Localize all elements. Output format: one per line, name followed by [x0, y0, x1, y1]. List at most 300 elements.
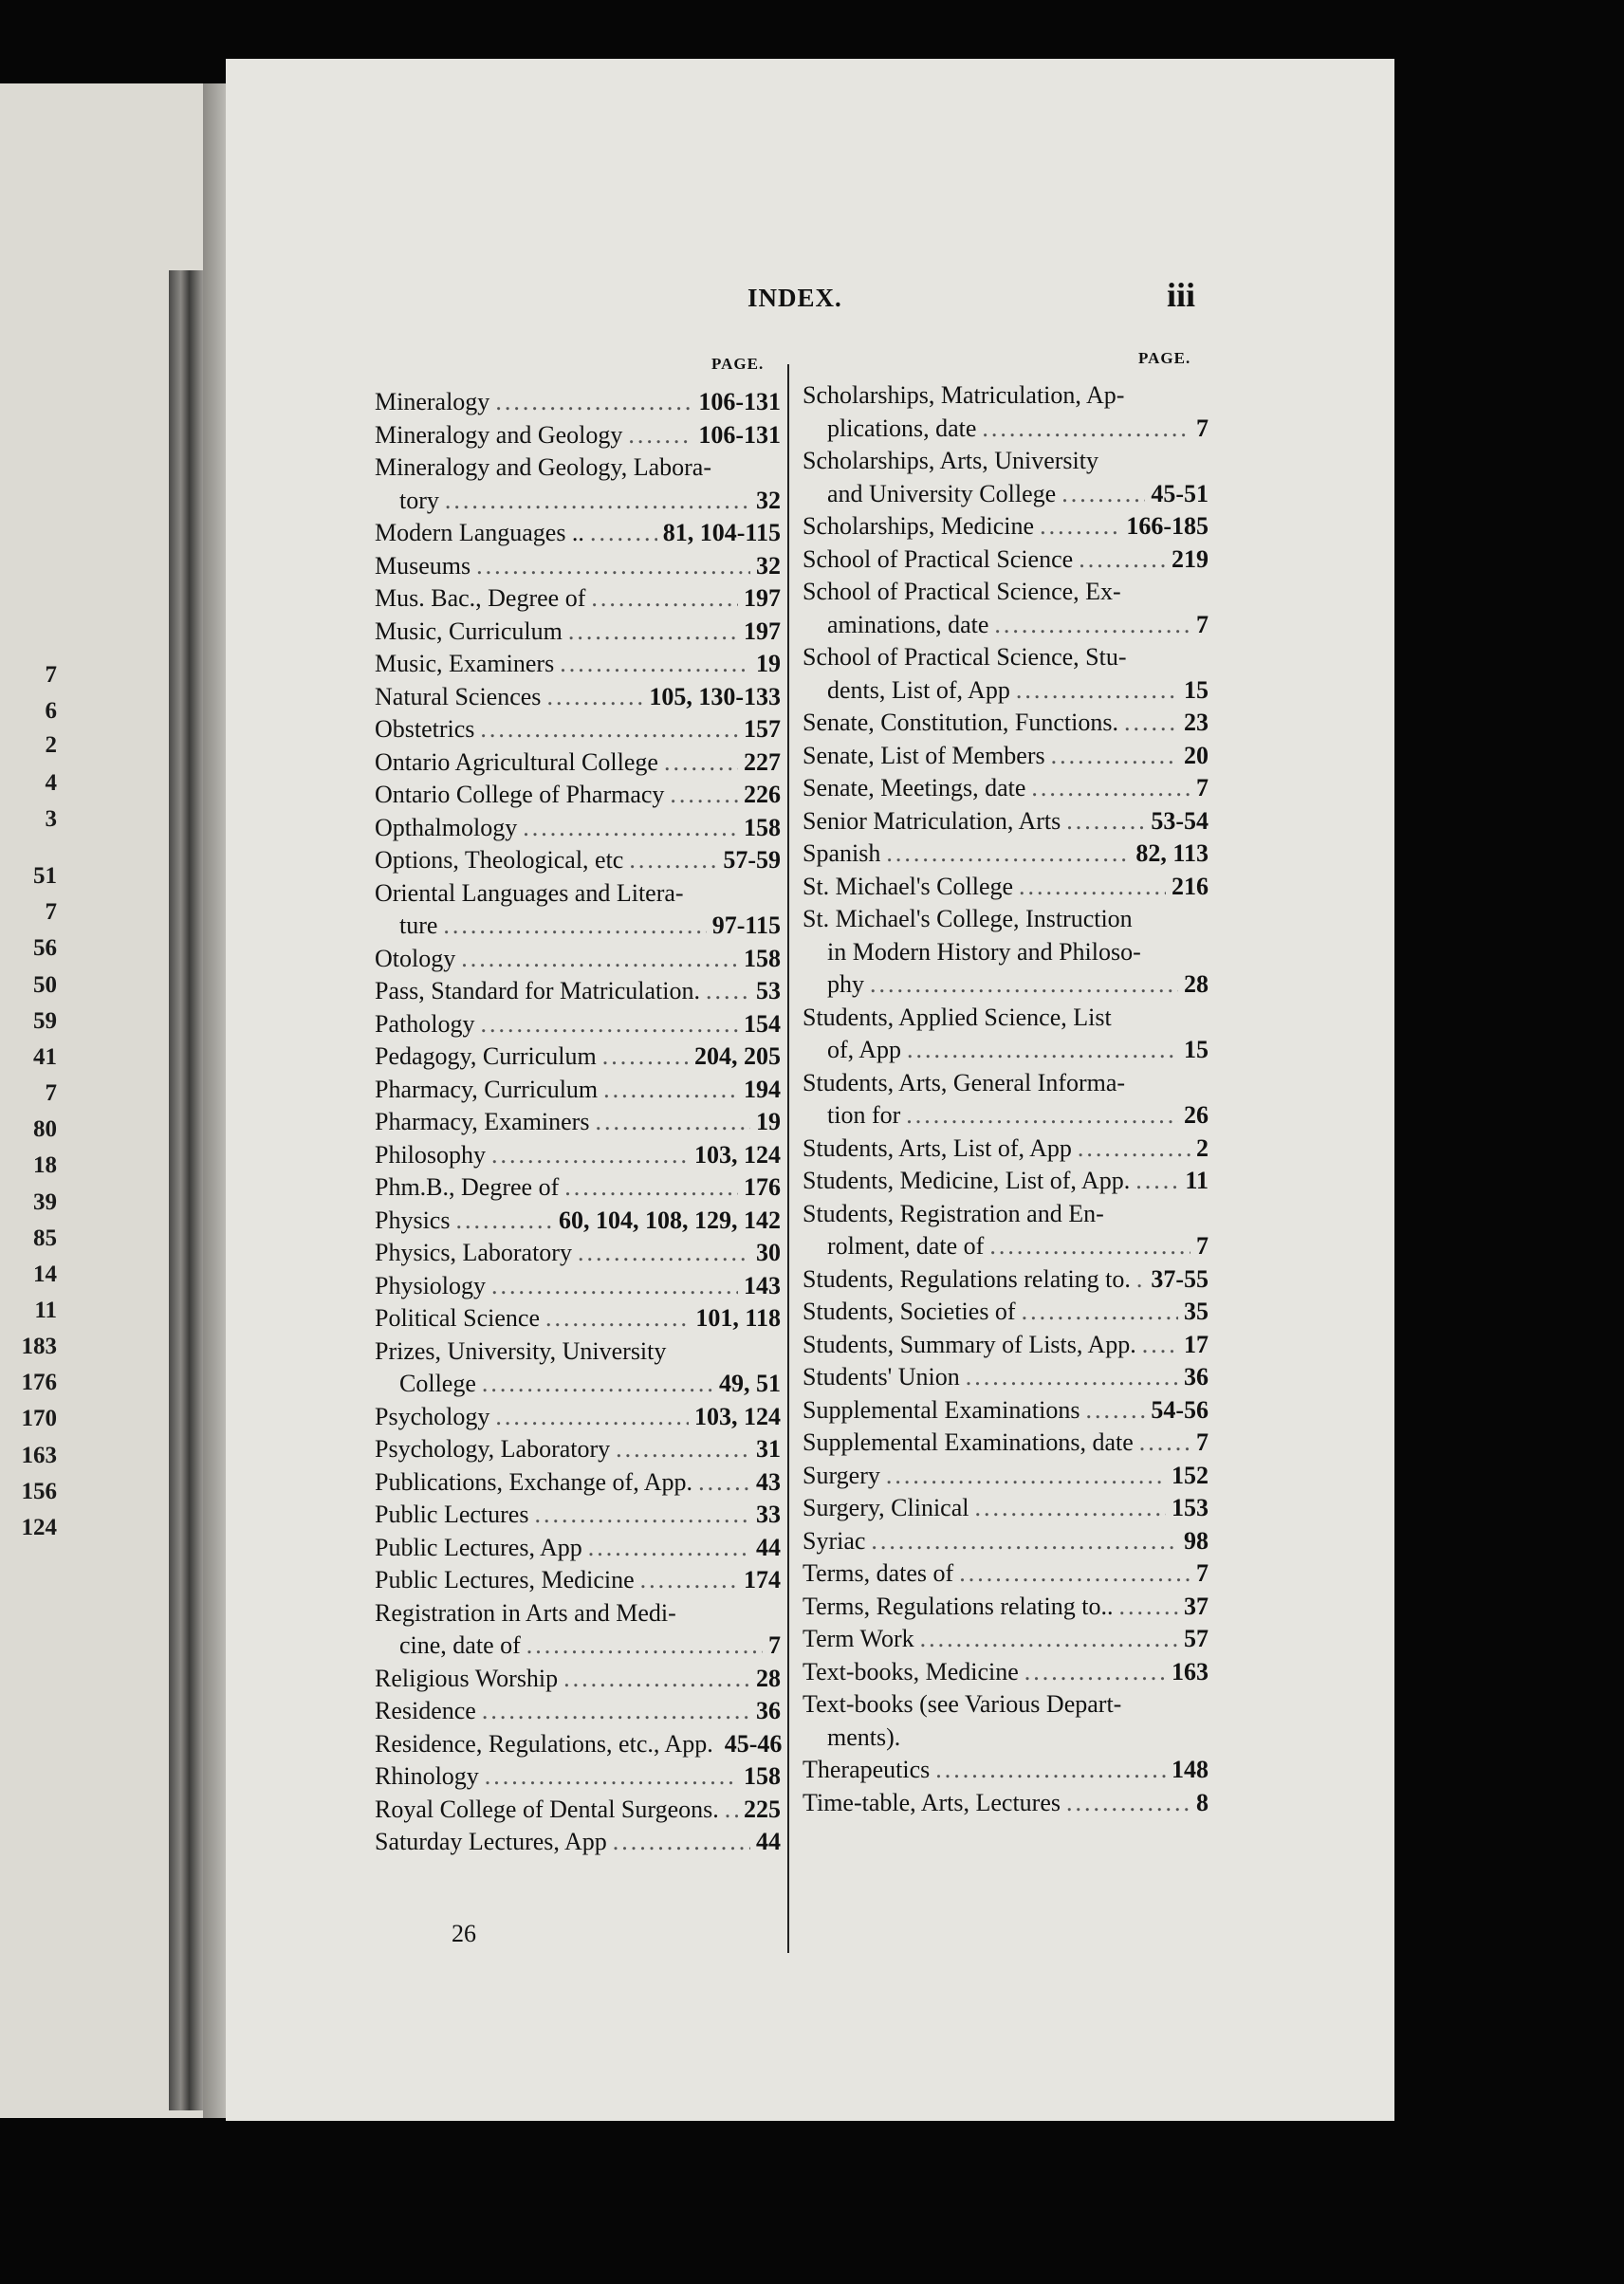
- leader-dots: [907, 1034, 1178, 1067]
- leader-dots: [870, 968, 1178, 1002]
- index-entry: [375, 877, 781, 943]
- index-entry-line: [803, 1067, 1209, 1100]
- right-index-column: [803, 379, 1209, 1819]
- index-entry-line: [375, 1564, 781, 1597]
- index-entry: [803, 379, 1209, 445]
- facing-page-margin-numbers: [0, 83, 57, 2118]
- leader-dots: [628, 419, 692, 452]
- page-number: iii: [1167, 276, 1196, 314]
- index-term: Terms, dates of: [803, 1559, 954, 1587]
- leader-dots: [1136, 1263, 1145, 1297]
- index-term: Natural Sciences: [375, 682, 542, 710]
- leader-dots: [994, 609, 1190, 642]
- index-entry-line: [803, 641, 1209, 674]
- facing-page-number: 51: [33, 863, 57, 890]
- index-entry: [375, 713, 781, 746]
- index-term: Students, Regulations relating to.: [803, 1264, 1131, 1293]
- index-entry-continuation: [803, 413, 1209, 446]
- facing-page-number: 14: [33, 1261, 57, 1287]
- leader-dots: [476, 550, 750, 583]
- index-page-ref: 174: [744, 1566, 781, 1593]
- index-term: Music, Curriculum: [375, 617, 563, 645]
- leader-dots: [989, 1230, 1190, 1263]
- index-entry: [375, 1335, 781, 1401]
- facing-page-number: 4: [45, 770, 57, 797]
- index-entry-line: [803, 1296, 1209, 1329]
- index-entry: [375, 1564, 781, 1597]
- index-term: Religious Worship: [375, 1664, 559, 1692]
- index-page-ref: 7: [768, 1631, 781, 1659]
- index-entry: [803, 510, 1209, 543]
- facing-page-number: 59: [33, 1007, 57, 1034]
- facing-page-number: 18: [33, 1152, 57, 1179]
- index-entry: [375, 582, 781, 616]
- index-entry-line: [375, 1041, 781, 1074]
- index-entry-line: [803, 903, 1209, 936]
- leader-dots: [1139, 1427, 1190, 1460]
- index-page-ref: 45-46: [724, 1729, 783, 1758]
- index-term: Term Work: [803, 1625, 914, 1652]
- facing-page-number: 7: [45, 1080, 57, 1107]
- index-entry: [375, 1499, 781, 1532]
- facing-page-number: 56: [33, 935, 57, 962]
- index-term: Students, Registration and En-: [803, 1199, 1104, 1227]
- index-term: dents, List of, App: [827, 675, 1010, 704]
- index-term: Modern Languages ..: [375, 519, 584, 546]
- index-entry-line: [375, 1205, 781, 1238]
- index-entry-line: [803, 1329, 1209, 1362]
- index-entry-continuation: [803, 1230, 1209, 1263]
- index-entry-line: [803, 1688, 1209, 1722]
- index-page-ref: 23: [1184, 709, 1209, 736]
- leader-dots: [886, 838, 1130, 871]
- index-page-ref: 28: [756, 1664, 781, 1692]
- leader-dots: [629, 844, 717, 877]
- index-term: and University College: [827, 479, 1057, 507]
- index-entry: [375, 517, 781, 550]
- leader-dots: [491, 1270, 738, 1303]
- index-term: Public Lectures, Medicine: [375, 1566, 635, 1593]
- index-entry: [375, 1008, 781, 1041]
- leader-dots: [1051, 740, 1178, 773]
- leader-dots: [982, 413, 1190, 446]
- index-term: Rhinology: [375, 1762, 479, 1790]
- index-term: Pedagogy, Curriculum: [375, 1042, 597, 1070]
- index-page-ref: 157: [744, 715, 781, 743]
- index-term: Pharmacy, Examiners: [375, 1108, 590, 1135]
- index-term: Physiology: [375, 1271, 487, 1299]
- index-term: Text-books (see Various Depart-: [803, 1690, 1122, 1718]
- index-term: Prizes, University, University: [375, 1336, 667, 1365]
- index-page-ref: 176: [744, 1173, 781, 1201]
- index-entry-line: [803, 805, 1209, 838]
- index-entry: [375, 1794, 781, 1827]
- leader-dots: [886, 1460, 1166, 1493]
- leader-dots: [482, 1695, 750, 1728]
- leader-dots: [725, 1794, 738, 1827]
- index-term: School of Practical Science: [803, 544, 1074, 573]
- index-term: St. Michael's College: [803, 872, 1014, 900]
- index-term: ments).: [827, 1722, 901, 1751]
- index-entry-line: [803, 1787, 1209, 1820]
- index-entry-line: [375, 1074, 781, 1107]
- index-page-ref: 81, 104-115: [662, 519, 781, 546]
- index-page-ref: 7: [1196, 1428, 1209, 1456]
- index-entry-continuation: [803, 674, 1209, 708]
- index-page-ref: 15: [1184, 1036, 1209, 1063]
- index-term: tion for: [827, 1101, 901, 1129]
- index-entry: [803, 1525, 1209, 1558]
- index-entry: [803, 576, 1209, 641]
- index-term: Museums: [375, 551, 471, 580]
- index-term: tory: [399, 486, 439, 514]
- index-term: Public Lectures, App: [375, 1533, 582, 1561]
- index-entry-continuation: [375, 485, 781, 518]
- index-term: plications, date: [827, 414, 977, 442]
- index-entry-line: [375, 1008, 781, 1041]
- index-term: Mus. Bac., Degree of: [375, 584, 586, 612]
- index-entry: [375, 1663, 781, 1696]
- index-term: Text-books, Medicine: [803, 1657, 1019, 1685]
- index-entry: [803, 1787, 1209, 1820]
- leader-dots: [480, 713, 738, 746]
- index-term: Philosophy: [375, 1140, 487, 1169]
- index-term: Pharmacy, Curriculum: [375, 1075, 599, 1103]
- index-entry: [375, 1597, 781, 1663]
- binding-thread: [169, 270, 203, 2110]
- index-term: Mineralogy: [375, 388, 490, 415]
- index-entry: [803, 1754, 1209, 1787]
- index-entry-line: [803, 379, 1209, 413]
- index-entry: [803, 1361, 1209, 1394]
- index-term: phy: [827, 970, 864, 998]
- index-entry: [375, 1695, 781, 1728]
- index-page-ref: 153: [1172, 1494, 1209, 1521]
- index-page-ref: 54-56: [1151, 1395, 1209, 1424]
- index-entry-line: [375, 550, 781, 583]
- index-entry-line: [375, 1401, 781, 1434]
- leader-dots: [1066, 805, 1145, 838]
- index-entry-line: [375, 1728, 781, 1761]
- index-page-ref: 57-59: [723, 846, 781, 874]
- index-page-ref: 148: [1172, 1756, 1209, 1783]
- index-page-ref: 106-131: [698, 388, 781, 415]
- index-term: Therapeutics: [803, 1756, 931, 1783]
- leader-dots: [568, 616, 738, 649]
- index-entry-line: [375, 1139, 781, 1172]
- index-term: Syriac: [803, 1526, 866, 1555]
- index-page-ref: 45-51: [1151, 479, 1209, 507]
- index-entry: [803, 1329, 1209, 1362]
- index-entry-line: [375, 975, 781, 1008]
- index-term: Physics: [375, 1206, 451, 1234]
- facing-page-number: 163: [21, 1442, 57, 1468]
- index-entry-line: [803, 1525, 1209, 1558]
- index-entry-line: [803, 772, 1209, 805]
- index-entry: [803, 1394, 1209, 1428]
- index-entry-continuation: [803, 609, 1209, 642]
- facing-page-number: 50: [33, 971, 57, 998]
- index-term: Psychology, Laboratory: [375, 1435, 611, 1463]
- index-entry: [803, 1688, 1209, 1754]
- leader-dots: [1118, 1591, 1178, 1624]
- leader-dots: [482, 1368, 713, 1401]
- index-term: School of Practical Science, Ex-: [803, 578, 1121, 605]
- index-term: Senior Matriculation, Arts: [803, 806, 1061, 835]
- index-page-ref: 19: [756, 1108, 781, 1135]
- index-page-ref: 106-131: [698, 420, 781, 449]
- leader-dots: [563, 1663, 750, 1696]
- index-entry-line: [375, 1499, 781, 1532]
- index-entry: [375, 1433, 781, 1466]
- index-entry: [803, 903, 1209, 1002]
- index-term: Senate, Constitution, Functions.: [803, 709, 1118, 736]
- index-term: Oriental Languages and Litera-: [375, 878, 684, 907]
- index-entry: [803, 740, 1209, 773]
- index-entry-line: [803, 1198, 1209, 1231]
- index-entry: [375, 1205, 781, 1238]
- index-entry: [375, 550, 781, 583]
- index-term: College: [399, 1370, 476, 1397]
- index-term: Students, Medicine, List of, App.: [803, 1167, 1131, 1194]
- index-page: [226, 59, 1394, 2121]
- index-entry: [375, 1760, 781, 1794]
- index-page-ref: 97-115: [711, 912, 781, 939]
- index-entry-line: [375, 1237, 781, 1270]
- index-entry: [375, 1139, 781, 1172]
- index-page-ref: 32: [756, 486, 781, 514]
- index-page-ref: 31: [756, 1435, 781, 1463]
- index-term: Public Lectures: [375, 1501, 529, 1528]
- index-term: Psychology: [375, 1402, 490, 1430]
- index-term: Students, Societies of: [803, 1298, 1016, 1325]
- index-entry: [803, 543, 1209, 577]
- facing-page-number: 41: [33, 1043, 57, 1070]
- index-entry-line: [375, 746, 781, 780]
- index-term: Supplemental Examinations, date: [803, 1428, 1134, 1456]
- leader-dots: [706, 975, 750, 1008]
- index-entry: [375, 419, 781, 452]
- leader-dots: [966, 1361, 1178, 1394]
- index-entry-line: [803, 838, 1209, 871]
- index-entry-line: [375, 1302, 781, 1335]
- index-entry: [375, 681, 781, 714]
- index-entry-line: [803, 543, 1209, 577]
- index-page-ref: 227: [744, 747, 781, 776]
- index-term: Publications, Exchange of, App.: [375, 1467, 693, 1496]
- leader-dots: [595, 1106, 750, 1139]
- index-page-ref: 197: [744, 617, 781, 645]
- index-page-ref: 216: [1172, 872, 1209, 900]
- index-term: Students, Arts, List of, App: [803, 1133, 1072, 1162]
- index-entry: [803, 1067, 1209, 1133]
- index-term: Pathology: [375, 1009, 475, 1038]
- index-page-ref: 37: [1184, 1592, 1209, 1620]
- leader-dots: [974, 1492, 1166, 1525]
- facing-page-number: 2: [45, 731, 57, 758]
- index-term: of, App: [827, 1036, 901, 1063]
- index-term: Terms, Regulations relating to..: [803, 1592, 1114, 1620]
- index-term: Spanish: [803, 839, 881, 867]
- facing-page-number: 156: [21, 1478, 57, 1504]
- leader-dots: [455, 1205, 553, 1238]
- index-page-ref: 36: [756, 1697, 781, 1724]
- leader-dots: [443, 910, 706, 943]
- index-entry-line: [375, 386, 781, 419]
- index-term: rolment, date of: [827, 1232, 985, 1260]
- index-term: in Modern History and Philoso-: [827, 937, 1141, 966]
- index-page-ref: 7: [1196, 1559, 1209, 1587]
- index-entry-line: [375, 517, 781, 550]
- index-entry-line: [375, 681, 781, 714]
- index-page-ref: 7: [1196, 1232, 1209, 1260]
- index-page-ref: 226: [744, 781, 781, 808]
- index-entry-continuation: [375, 1368, 781, 1401]
- index-entry-line: [375, 582, 781, 616]
- index-entry-line: [803, 1656, 1209, 1689]
- index-term: Scholarships, Arts, University: [803, 447, 1098, 474]
- index-entry-line: [375, 1335, 781, 1369]
- index-page-ref: 37-55: [1151, 1264, 1209, 1293]
- column-divider: [787, 364, 789, 1953]
- index-entry: [375, 1466, 781, 1500]
- index-entry-line: [803, 1165, 1209, 1198]
- index-entry: [803, 1623, 1209, 1656]
- index-entry-line: [375, 616, 781, 649]
- index-entry: [375, 386, 781, 419]
- leader-dots: [545, 1302, 690, 1335]
- index-entry: [803, 805, 1209, 838]
- index-page-ref: 143: [744, 1271, 781, 1299]
- index-entry: [803, 1427, 1209, 1460]
- index-page-ref: 103, 124: [694, 1140, 781, 1169]
- index-page-ref: 8: [1196, 1788, 1209, 1816]
- leader-dots: [1022, 1296, 1178, 1329]
- index-entry: [375, 1401, 781, 1434]
- index-page-ref: 219: [1172, 544, 1209, 573]
- leader-dots: [1142, 1329, 1178, 1362]
- index-page-ref: 2: [1196, 1133, 1209, 1162]
- index-entry-line: [375, 1270, 781, 1303]
- index-entry-continuation: [375, 910, 781, 943]
- leader-dots: [445, 485, 750, 518]
- leader-dots: [485, 1760, 738, 1794]
- index-entry: [375, 648, 781, 681]
- leader-dots: [1024, 1656, 1166, 1689]
- index-entry-line: [375, 1532, 781, 1565]
- index-term: Physics, Laboratory: [375, 1239, 572, 1266]
- facing-page-number: 3: [45, 806, 57, 833]
- leader-dots: [578, 1237, 750, 1270]
- index-entry-line: [375, 1695, 781, 1728]
- index-entry-line: [803, 1623, 1209, 1656]
- index-entry-line: [803, 1557, 1209, 1591]
- index-page-ref: 44: [756, 1533, 781, 1561]
- index-page-ref: 82, 113: [1135, 839, 1209, 867]
- leader-dots: [959, 1557, 1190, 1591]
- index-page-ref: 33: [756, 1501, 781, 1528]
- index-term: Senate, Meetings, date: [803, 774, 1026, 801]
- index-entry-continuation: [803, 1034, 1209, 1067]
- index-entry: [803, 772, 1209, 805]
- index-term: Senate, List of Members: [803, 741, 1045, 769]
- index-entry-line: [803, 1394, 1209, 1428]
- index-term: Students' Union: [803, 1363, 960, 1391]
- index-entry: [375, 1532, 781, 1565]
- index-entry: [803, 1198, 1209, 1263]
- index-entry-continuation: [803, 1722, 1209, 1755]
- index-page-ref: 158: [744, 1762, 781, 1790]
- index-entry: [375, 1237, 781, 1270]
- facing-page-number: 6: [45, 697, 57, 724]
- leader-dots: [495, 386, 692, 419]
- index-term: Royal College of Dental Surgeons.: [375, 1795, 719, 1823]
- index-page-ref: 30: [756, 1239, 781, 1266]
- leader-dots: [480, 1008, 738, 1041]
- signature-mark: 26: [452, 1920, 476, 1947]
- leader-dots: [871, 1525, 1178, 1558]
- index-page-ref: 53: [756, 977, 781, 1004]
- index-entry: [803, 1002, 1209, 1067]
- index-entry: [375, 1106, 781, 1139]
- index-page-ref: 17: [1184, 1330, 1209, 1358]
- index-entry: [803, 641, 1209, 707]
- index-entry-line: [375, 1760, 781, 1794]
- index-page-ref: 57: [1184, 1625, 1209, 1652]
- index-page-ref: 158: [744, 813, 781, 841]
- index-entry: [375, 1270, 781, 1303]
- index-term: Mineralogy and Geology, Labora-: [375, 453, 711, 481]
- facing-page-number: 7: [45, 661, 57, 688]
- index-entry-line: [803, 1492, 1209, 1525]
- index-entry: [375, 812, 781, 845]
- index-entry-line: [375, 419, 781, 452]
- index-entry-line: [803, 1427, 1209, 1460]
- index-entry: [803, 1492, 1209, 1525]
- index-entry: [803, 445, 1209, 510]
- index-page-ref: 19: [756, 650, 781, 677]
- index-term: Supplemental Examinations: [803, 1395, 1080, 1424]
- leader-dots: [1078, 1133, 1190, 1166]
- index-entry: [803, 707, 1209, 740]
- index-term: Pass, Standard for Matriculation.: [375, 977, 700, 1004]
- leader-dots: [590, 517, 657, 550]
- index-term: Obstetrics: [375, 715, 475, 743]
- index-entry: [803, 1133, 1209, 1166]
- index-entry-line: [375, 877, 781, 911]
- index-entry-continuation: [803, 968, 1209, 1002]
- index-page-ref: 98: [1184, 1526, 1209, 1555]
- index-page-ref: 194: [744, 1075, 781, 1103]
- index-entry-line: [803, 1591, 1209, 1624]
- facing-page-number: 183: [21, 1334, 57, 1360]
- leader-dots: [613, 1826, 750, 1859]
- facing-page-number: 7: [45, 899, 57, 926]
- leader-dots: [1135, 1165, 1179, 1198]
- index-entry-line: [803, 510, 1209, 543]
- facing-page-number: 176: [21, 1370, 57, 1396]
- index-entry: [375, 616, 781, 649]
- index-page-ref: 28: [1184, 970, 1209, 998]
- leader-dots: [560, 648, 750, 681]
- index-term: Opthalmology: [375, 813, 518, 841]
- index-entry-line: [375, 1826, 781, 1859]
- index-entry-line: [803, 740, 1209, 773]
- index-page-ref: 35: [1184, 1298, 1209, 1325]
- index-term: cine, date of: [399, 1631, 521, 1659]
- leader-dots: [526, 1630, 763, 1663]
- index-term: aminations, date: [827, 610, 989, 638]
